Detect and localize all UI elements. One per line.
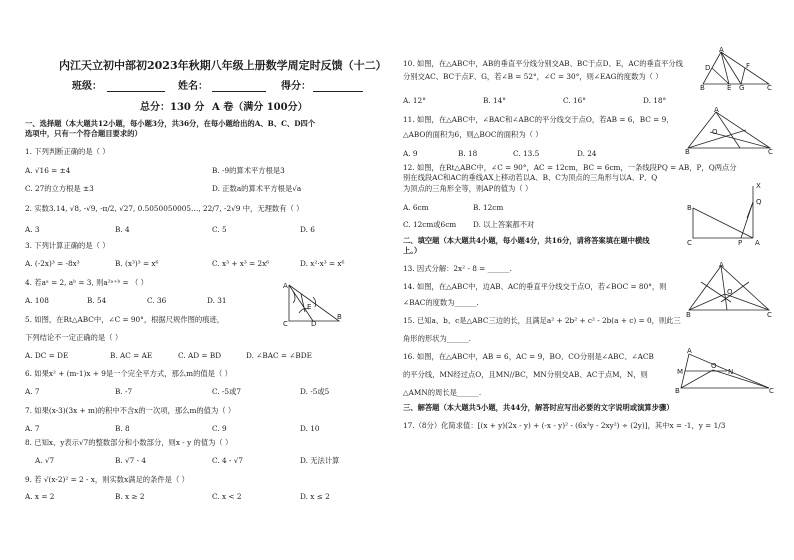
- q12-label-q: Q: [756, 198, 762, 206]
- q9-option-b: B. x ≥ 2: [115, 492, 145, 501]
- q12-option-b: B. 12cm: [473, 203, 504, 212]
- q12-figure: [685, 178, 775, 248]
- q9-option-c: C. x < 2: [212, 492, 242, 501]
- q9-option-a: A. x = 2: [25, 492, 55, 501]
- q3-option-a: A. (-2x)³ = -8x³: [25, 259, 80, 268]
- q6-option-d: D. -5或5: [300, 387, 330, 396]
- q5-label-b: B: [337, 313, 342, 321]
- q10-stem: 10. 如图，在△ABC中，AB的垂直平分线分别交AB、BC于点D、E，AC的垂直平分线: [403, 59, 683, 68]
- q7-option-d: D. 10: [300, 424, 320, 433]
- q6-option-a: A. 7: [25, 387, 40, 396]
- paper-a-label: A 卷（满分 100分）: [212, 102, 308, 113]
- q3-option-b: B. (x³)³ = x⁶: [115, 259, 159, 268]
- q11-option-b: B. 18: [458, 149, 478, 158]
- q13-stem: 13. 因式分解：2x² - 8 = ______.: [403, 264, 512, 273]
- q14-stem: 14. 如图，在△ABC中，边AB、AC的垂直平分线交于点O，若∠BOC = 80°，则: [403, 282, 667, 291]
- q2-option-b: B. 4: [115, 225, 130, 234]
- q16-label-m: M: [677, 368, 684, 376]
- section2-heading-2: 上。）: [403, 246, 422, 255]
- q8-stem: 8. 已知x、y表示√7的整数部分和小数部分，则x - y 的值为（ ）: [25, 438, 233, 447]
- q10-label-a: A: [719, 46, 724, 54]
- q4-option-b: B. 54: [87, 296, 107, 305]
- q6-option-b: B. -7: [115, 387, 133, 396]
- q12-label-p: P: [738, 239, 743, 247]
- section2-heading: 二、填空题（本大题共4小题，每小题4分，共16分，请将答案填在题中横线: [403, 236, 650, 245]
- class-blank[interactable]: [107, 82, 165, 92]
- q10-label-e: E: [727, 84, 732, 90]
- name-label: 姓名：: [178, 81, 208, 92]
- q10-label-g: G: [739, 84, 745, 90]
- q7-option-b: B. 8: [115, 424, 130, 433]
- q12-label-c: C: [687, 239, 692, 247]
- q10-label-d: D: [705, 64, 711, 72]
- q5-stem-2: 下列结论不一定正确的是（ ）: [25, 333, 123, 342]
- q4-option-c: C. 36: [147, 296, 167, 305]
- section1-heading-2: 选项中，只有一个符合题目要求的）: [25, 129, 142, 138]
- q11-label-a: A: [714, 106, 719, 114]
- q5-stem: 5. 如图，在Rt△ABC中，∠C = 90°，根据尺规作图的痕迹，: [25, 315, 225, 324]
- q15-stem-2: 角形的形状为______.: [403, 334, 471, 343]
- q10-option-c: C. 16°: [563, 96, 586, 105]
- q5-label-c: C: [283, 320, 288, 327]
- name-blank[interactable]: [212, 82, 266, 92]
- q4-option-d: D. 31: [207, 296, 227, 305]
- q12-stem: 12. 如图，在Rt△ABC中，∠C = 90°，AC = 12cm，BC = 6cm，一条线段PQ = AB，P，Q两点分: [403, 163, 737, 172]
- section1-heading: 一、选择题（本大题共12小题，每小题3分，共36分，在每小题给出的A、B、C、D四个: [25, 119, 316, 128]
- q12-option-a: A. 6cm: [403, 203, 429, 212]
- q1-option-c: C. 27的立方根是 ±3: [25, 184, 94, 193]
- q10-figure: [697, 46, 775, 90]
- q16-stem: 16. 如图，在△ABC中，AB = 6，AC = 9，BO、CO分别是∠ABC、∠ACB: [403, 352, 654, 361]
- q5-option-a: A. DC = DE: [25, 351, 69, 360]
- q5-figure: [281, 279, 345, 327]
- q7-option-a: A. 7: [25, 424, 40, 433]
- q12-label-b: B: [687, 204, 692, 212]
- q5-option-c: C. AD = BD: [178, 351, 222, 360]
- q1-option-a: A. √16 = ±4: [25, 166, 71, 175]
- q14-figure: [685, 262, 777, 318]
- q14-label-b: B: [686, 311, 691, 318]
- class-label: 班级：: [72, 81, 102, 92]
- q1-option-d: D. 正数a的算术平方根是√a: [212, 184, 302, 193]
- q10-option-a: A. 12°: [403, 96, 426, 105]
- q4-stem: 4. 若aᵃ = 2, aᵇ = 3, 则a²ᵃ⁺ᵇ = （ ）: [25, 278, 148, 287]
- q10-stem-2: 分别交AC、BC于点F、G，若∠B = 52°，∠C = 30°，则∠EAG的度数为（ ）: [403, 72, 663, 81]
- q12-label-a: A: [755, 239, 760, 247]
- total-score: 总分：130 分: [140, 102, 205, 113]
- q5-label-a: A: [283, 282, 288, 290]
- q11-label-c: C: [768, 148, 773, 154]
- q2-option-d: D. 6: [300, 225, 315, 234]
- q1-stem: 1. 下列判断正确的是（ ）: [25, 147, 110, 156]
- q11-option-a: A. 9: [403, 149, 418, 158]
- q12-option-d: D. 以上答案都不对: [473, 220, 535, 229]
- q11-label-o: O: [712, 128, 718, 136]
- q16-label-n: N: [728, 368, 734, 376]
- q16-stem-2: 的平分线，MN经过点O，且MN//BC，MN分别交AB、AC于点M，N，则: [403, 370, 648, 379]
- q2-option-c: C. 5: [212, 225, 227, 234]
- q11-label-b: B: [685, 148, 690, 154]
- score-label: 得分：: [281, 81, 311, 92]
- q12-stem-2: 别在线段AC和AC的垂线AX上移动若以A、B、C为顶点的三角形与以A、P、Q: [403, 173, 658, 182]
- q8-option-b: B. √7 - 4: [115, 456, 147, 465]
- q11-option-c: C. 13.5: [513, 149, 540, 158]
- q5-label-d: D: [311, 320, 317, 327]
- q14-label-c: C: [767, 311, 772, 318]
- q10-option-d: D. 18°: [643, 96, 667, 105]
- q3-option-d: D. x²·x³ = x⁶: [300, 259, 345, 268]
- q6-option-c: C. -5或7: [212, 387, 242, 396]
- q16-label-o: O: [711, 362, 717, 370]
- q10-label-b: B: [700, 84, 705, 90]
- q14-label-o: O: [727, 288, 733, 296]
- q2-stem: 2. 实数3.14, √8, -√9, -π/2, √27, 0.5050050005…, 22/7, -2√9 中，无理数有（ ）: [25, 204, 304, 213]
- q3-option-c: C. x³ + x³ = 2x⁶: [212, 259, 270, 268]
- q16-label-a: A: [687, 347, 692, 355]
- q14-stem-2: ∠BAC的度数为______.: [403, 298, 479, 307]
- q10-label-c: C: [767, 84, 772, 90]
- q8-option-d: D. 无法计算: [300, 456, 340, 465]
- score-blank[interactable]: [313, 82, 363, 92]
- q3-stem: 3. 下列计算正确的是（ ）: [25, 241, 110, 250]
- q6-stem: 6. 如果x² + (m-1)x + 9是一个完全平方式，那么m的值是（ ）: [25, 369, 232, 378]
- q2-option-a: A. 3: [25, 225, 40, 234]
- exam-title: 内江天立初中部初2023年秋期八年级上册数学周定时反馈（十二）: [59, 59, 387, 72]
- q8-option-c: C. 4 - √7: [212, 456, 244, 465]
- q5-label-e: E: [307, 303, 312, 311]
- q16-stem-3: △AMN的周长是______.: [403, 388, 482, 397]
- q10-label-f: F: [746, 62, 751, 70]
- q12-stem-3: 为顶点的三角形全等，则AP的值为（ ）: [403, 184, 533, 193]
- section3-heading: 三、解答题（本大题共5小题，共44分，解答时应写出必要的文字说明或演算步骤）: [403, 403, 674, 412]
- q17-stem: 17.（8分）化简求值：[(x + y)(2x - y) + (-x - y)² - (6x²y - 2xy²) ÷ (2y)]，其中x = -1，y = 1/3: [403, 421, 726, 430]
- q5-option-d: D. ∠BAC = ∠BDE: [246, 351, 312, 360]
- q5-option-b: B. AC = AE: [110, 351, 153, 360]
- q16-figure: [673, 346, 777, 394]
- q12-label-x: X: [756, 182, 761, 190]
- q11-stem: 11. 如图，在△ABC中，∠BAC和∠ABC的平分线交于点O，若AB = 6，BC = 9，: [403, 115, 674, 124]
- q11-option-d: D. 24: [577, 149, 597, 158]
- q16-label-c: C: [769, 387, 774, 394]
- q7-stem: 7. 如果(x-3)(3x + m)的积中不含x的一次项，那么m的值为（ ）: [25, 406, 236, 415]
- q15-stem: 15. 已知a、b、c是△ABC三边的长，且满足a² + 2b² + c² - 2b(a + c) = 0，则此三: [403, 316, 681, 325]
- q12-option-c: C. 12cm或6cm: [403, 220, 457, 229]
- q11-stem-2: △ABO的面积为6，则△BOC的面积为（ ）: [403, 130, 543, 139]
- q16-label-b: B: [675, 387, 680, 394]
- q14-label-a: A: [719, 262, 724, 269]
- q9-option-d: D. x ≤ 2: [300, 492, 330, 501]
- q7-option-c: C. 9: [212, 424, 227, 433]
- q1-option-b: B. -9的算术平方根是3: [212, 166, 285, 175]
- q10-option-b: B. 14°: [483, 96, 506, 105]
- q9-stem: 9. 若 √(x-2)² = 2 - x，则实数x满足的条件是（ ）: [25, 475, 189, 484]
- q8-option-a: A. √7: [35, 456, 55, 465]
- q4-option-a: A. 108: [25, 296, 49, 305]
- q11-figure: [684, 106, 776, 154]
